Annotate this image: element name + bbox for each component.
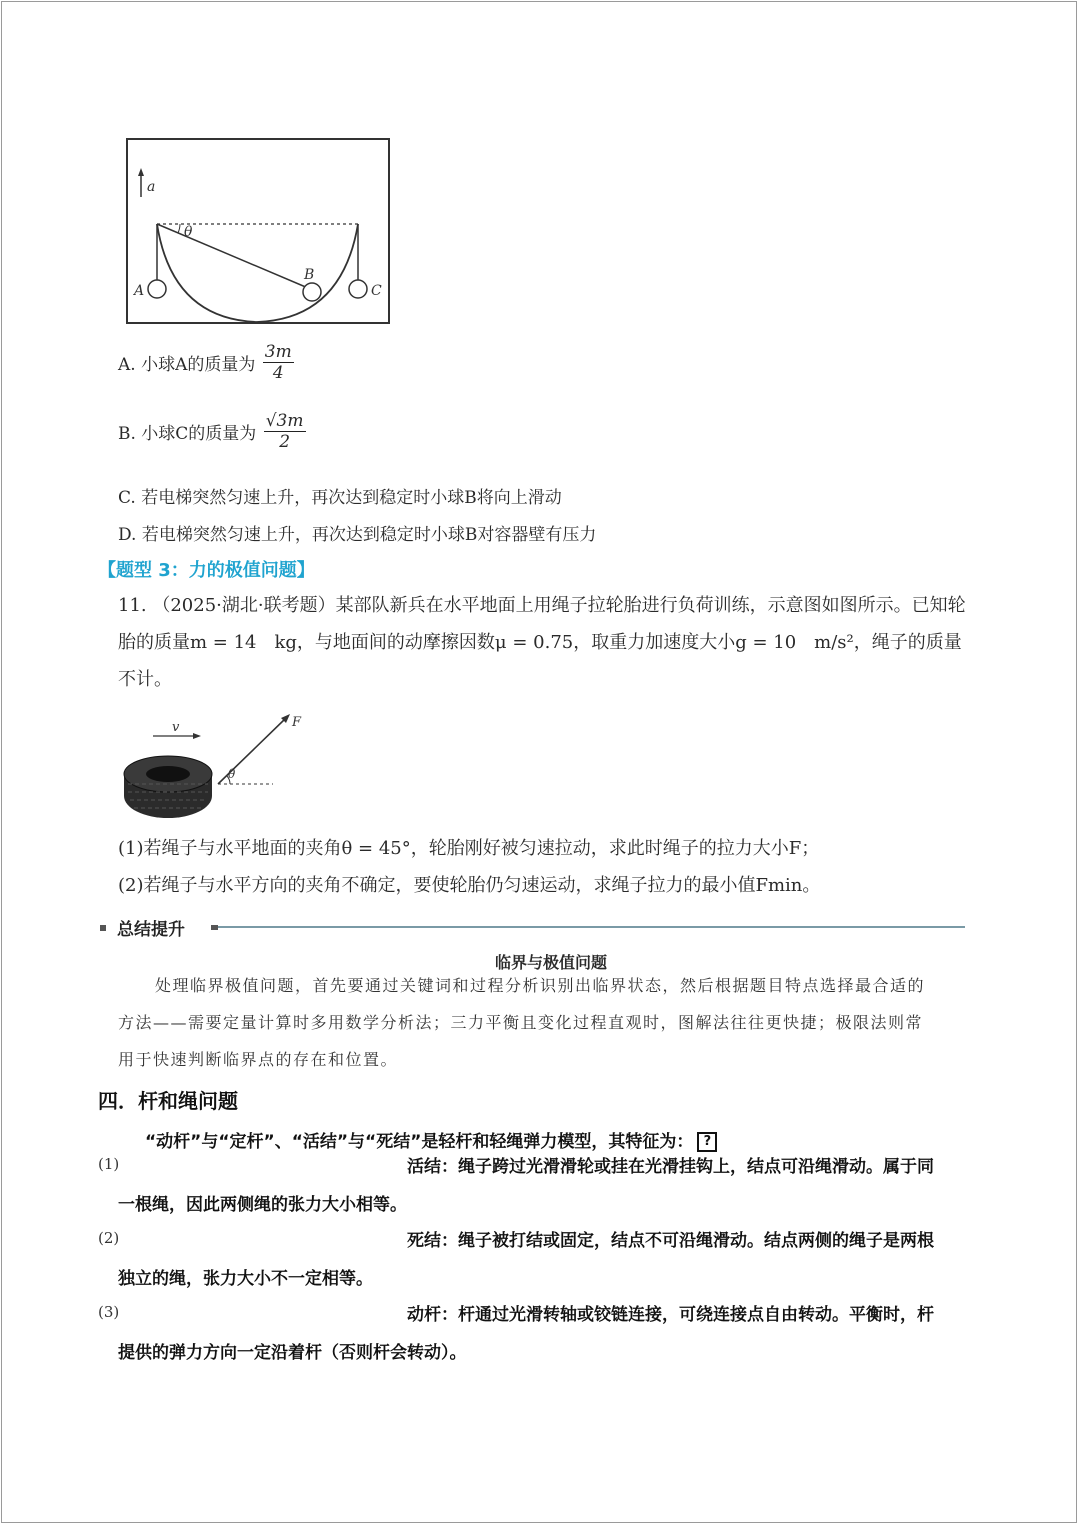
- summary-rule-cap: [211, 925, 218, 930]
- option-d: D. 若电梯突然匀速上升，再次达到稳定时小球B对容器壁有压力: [118, 525, 597, 545]
- summary-header: 总结提升: [117, 920, 185, 940]
- topic-heading: 【题型 3：力的极值问题】: [98, 560, 315, 581]
- label-C: C: [371, 283, 382, 299]
- item1-number: (1): [98, 1155, 120, 1173]
- label-A: A: [134, 283, 145, 299]
- item3-line2: 提供的弹力方向一定沿着杆（否则杆会转动）。: [118, 1343, 467, 1363]
- label-a: a: [147, 179, 156, 195]
- item3-line1: 动杆：杆通过光滑转轴或铰链连接，可绕连接点自由转动。平衡时，杆: [407, 1305, 934, 1325]
- tire-figure: [118, 706, 308, 824]
- item1-line1: 活结：绳子跨过光滑滑轮或挂在光滑挂钩上，结点可沿绳滑动。属于同: [407, 1157, 934, 1177]
- q11-line1: 11. （2025·湖北·联考题）某部队新兵在水平地面上用绳子拉轮胎进行负荷训练，示意图如图所示。已知轮: [118, 595, 966, 616]
- fraction-b-den: 2: [279, 432, 291, 452]
- item3-number: (3): [98, 1303, 120, 1321]
- option-b-text: B. 小球C的质量为: [118, 424, 257, 444]
- label-B: B: [304, 267, 315, 283]
- summary-rule: [218, 926, 965, 928]
- option-b: [118, 411, 306, 452]
- section4-intro-text: “动杆”与“定杆”、“活结”与“死结”是轻杆和轻绳弹力模型，其特征为：: [145, 1132, 694, 1152]
- label-theta: θ: [184, 224, 193, 240]
- fraction-b-num: √3m: [265, 411, 304, 431]
- summary-line3: 用于快速判断临界点的存在和位置。: [118, 1050, 399, 1069]
- section4-heading: 四．杆和绳问题: [98, 1089, 238, 1113]
- fraction-a: [263, 342, 294, 383]
- label-F: F: [292, 715, 302, 730]
- summary-line1: 处理临界极值问题，首先要通过关键词和过程分析识别出临界状态，然后根据题目特点选择最合适的: [155, 976, 926, 995]
- item2-line2: 独立的绳，张力大小不一定相等。: [118, 1269, 373, 1289]
- fraction-a-den: 4: [272, 363, 284, 383]
- q11-line2: 胎的质量m = 14 kg，与地面间的动摩擦因数μ = 0.75，取重力加速度大小g = 10 m/s²，绳子的质量: [118, 632, 962, 653]
- summary-line2: 方法——需要定量计算时多用数学分析法；三力平衡且变化过程直观时，图解法往往更快捷；极限法则常: [118, 1013, 924, 1032]
- q11-sub1: (1)若绳子与水平地面的夹角θ = 45°，轮胎刚好被匀速拉动，求此时绳子的拉力大小F；: [118, 838, 820, 859]
- option-a: [118, 342, 294, 383]
- label-v: v: [172, 720, 180, 735]
- summary-title: 临界与极值问题: [495, 953, 608, 972]
- item1-line2: 一根绳，因此两侧绳的张力大小相等。: [118, 1195, 407, 1215]
- option-c: C. 若电梯突然匀速上升，再次达到稳定时小球B将向上滑动: [118, 488, 562, 508]
- summary-bullet: [100, 925, 106, 931]
- q11-line3: 不计。: [118, 669, 172, 690]
- fraction-a-num: 3m: [264, 342, 292, 362]
- item2-number: (2): [98, 1229, 120, 1247]
- label-theta2: θ: [228, 767, 236, 781]
- section4-intro: [145, 1127, 717, 1152]
- option-a-text: A. 小球A的质量为: [118, 355, 256, 375]
- item2-line1: 死结：绳子被打结或固定，结点不可沿绳滑动。结点两侧的绳子是两根: [407, 1231, 934, 1251]
- elevator-figure: [120, 135, 395, 330]
- q11-sub2: (2)若绳子与水平方向的夹角不确定，要使轮胎仍匀速运动，求绳子拉力的最小值Fmin。: [118, 875, 821, 896]
- question-icon: ?: [697, 1132, 717, 1152]
- fraction-b: [264, 411, 306, 452]
